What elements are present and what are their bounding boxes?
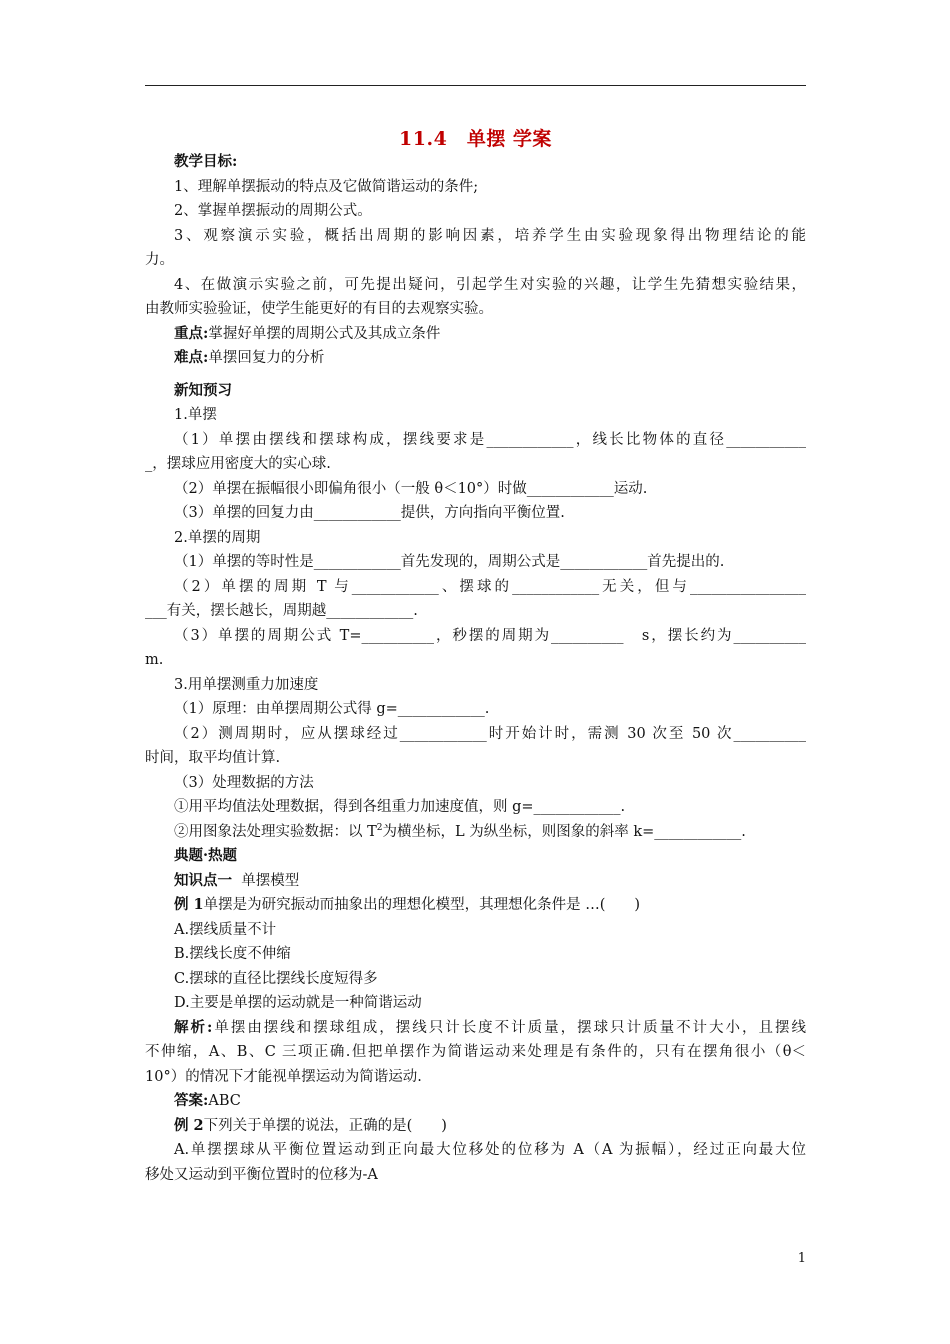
knowledge-point-1 [145, 869, 806, 894]
goal-2: 2、掌握单摆振动的周期公式。 [174, 203, 372, 219]
section-3-item-2-line-1: （2）测周期时，应从摆球经过____________时开始计时，需测 30 次至 50 次__________ [174, 725, 806, 742]
example-1-option-b: B.摆线长度不伸缩 [174, 946, 291, 962]
example-2-label: 例 2 [174, 1116, 204, 1134]
analysis-text-1: 单摆由摆线和摆球组成，摆线只计长度不计质量，摆球只计质量不计大小，且摆线 [212, 1019, 806, 1036]
section-1-item-2: （2）单摆在振幅很小即偏角很小（一般 θ＜10°）时做____________运动. [174, 480, 648, 497]
analysis-line-1 [145, 1016, 806, 1041]
method-2-text-post: 为横坐标，L 为纵坐标，则图象的斜率 k=____________. [382, 823, 746, 840]
key-point [145, 322, 806, 347]
example-1-question [145, 893, 806, 918]
goal-3-line-1: 3、观察演示实验，概括出周期的影响因素，培养学生由实验现象得出物理结论的能 [174, 227, 806, 244]
answer-text: ABC [208, 1093, 241, 1109]
page-title: 11.4 单摆 学案 [399, 128, 552, 150]
section-1-item-1-line-2: _，摆球应用密度大的实心球. [145, 456, 331, 472]
section-1-item-3: （3）单摆的回复力由____________提供，方向指向平衡位置. [174, 505, 565, 521]
answer [145, 1089, 806, 1114]
section-2-item-2-line-1: （2）单摆的周期 T 与____________、摆球的____________无关，但与________________ [174, 578, 806, 595]
section-2-item-3-line-1: （3）单摆的周期公式 T=__________，秒摆的周期为__________ s，摆长约为__________ [174, 627, 806, 644]
example-1-option-c: C.摆球的直径比摆线长度短得多 [174, 970, 378, 987]
key-point-label: 重点: [174, 324, 209, 342]
difficult-point-label: 难点: [174, 349, 209, 366]
superscript-2: 2 [376, 822, 383, 833]
goal-4-line-1: 4、在做演示实验之前，可先提出疑问，引起学生对实验的兴趣，让学生先猜想实验结果， [174, 276, 806, 293]
section-3-method-2 [145, 820, 806, 845]
spacer [145, 371, 806, 379]
goal-3-line-2: 力。 [145, 252, 174, 268]
section-3-method-1: ①用平均值法处理数据，得到各组重力加速度值，则 g=____________. [174, 799, 626, 815]
goal-1: 1、理解单摆振动的特点及它做简谐运动的条件; [174, 178, 479, 195]
section-3-item-2-line-2: 时间，取平均值计算. [145, 750, 281, 766]
difficult-point-text: 单摆回复力的分析 [208, 350, 325, 366]
example-2-question [145, 1114, 806, 1139]
section-3-item-3: （3）处理数据的方法 [174, 774, 314, 791]
page-number: 1 [797, 1251, 806, 1266]
header-rule [145, 85, 806, 86]
document-body [145, 150, 806, 1187]
analysis-line-3: 10°）的情况下才能视单摆运动为简谐运动. [145, 1068, 422, 1085]
section-2-title: 2.单摆的周期 [174, 529, 261, 546]
analysis-label: 解析: [174, 1018, 213, 1036]
example-2-option-a-line-2: 移处又运动到平衡位置时的位移为-A [145, 1166, 378, 1183]
example-1-label: 例 1 [174, 896, 204, 913]
answer-label: 答案: [174, 1092, 209, 1109]
difficult-point [145, 346, 806, 371]
section-1-title: 1.单摆 [174, 407, 217, 423]
example-2-option-a-line-1: A.单摆摆球从平衡位置运动到正向最大位移处的位移为 A（A 为振幅），经过正向最大位 [174, 1142, 806, 1158]
section-1-item-1-line-1: （1）单摆由摆线和摆球构成，摆线要求是____________，线长比物体的直径___________ [174, 431, 806, 448]
section-3-item-1: （1）原理：由单摆周期公式得 g=____________. [174, 701, 490, 717]
example-2-text: 下列关于单摆的说法，正确的是( ) [203, 1117, 447, 1134]
preview-heading: 新知预习 [174, 381, 232, 399]
example-1-option-a: A.摆线质量不计 [174, 921, 277, 938]
section-2-item-1: （1）单摆的等时性是____________首先发现的，周期公式是____________首先提出的. [174, 554, 725, 570]
examples-heading: 典题·热题 [174, 847, 238, 864]
method-2-text-pre: ②用图象法处理实验数据：以 T [174, 823, 377, 840]
analysis-line-2: 不伸缩，A、B、C 三项正确.但把单摆作为简谐运动来处理是有条件的，只有在摆角很小（θ＜ [145, 1044, 806, 1060]
section-2-item-2-line-2: ___有关，摆长越长，周期越____________. [145, 603, 418, 619]
example-1-text: 单摆是为研究振动而抽象出的理想化模型，其理想化条件是 …( ) [203, 897, 641, 913]
key-point-text: 掌握好单摆的周期公式及其成立条件 [208, 325, 441, 342]
section-3-title: 3.用单摆测重力加速度 [174, 676, 319, 693]
knowledge-point-text: 单摆模型 [241, 872, 300, 889]
example-1-option-d: D.主要是单摆的运动就是一种简谐运动 [174, 995, 422, 1011]
goal-4-line-2: 由教师实验验证，使学生能更好的有目的去观察实验。 [145, 301, 493, 317]
knowledge-point-label: 知识点一 [174, 871, 232, 889]
section-2-item-3-line-2: m. [145, 652, 164, 668]
goals-heading: 教学目标: [174, 153, 238, 170]
